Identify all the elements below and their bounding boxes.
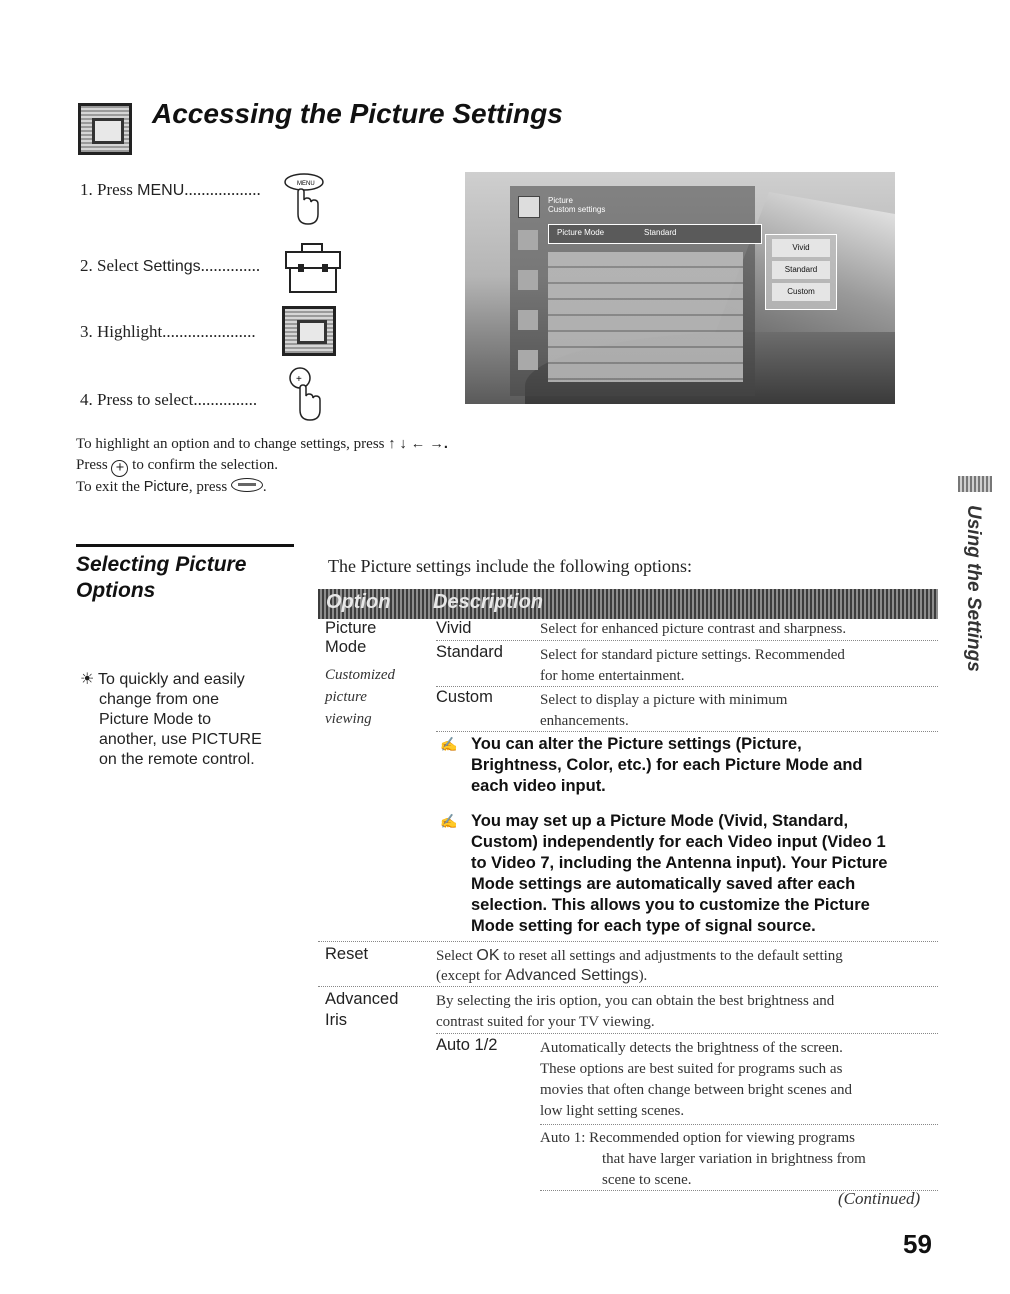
tv-menu-title: Picture [548, 196, 573, 205]
option-reset: Reset [325, 945, 369, 963]
page-title: Accessing the Picture Settings [152, 98, 563, 129]
desc-reset: Select OK to reset all settings and adjustments to the default setting (except for Advanced Settings). [436, 947, 843, 984]
tv-menu-popup: Vivid Standard Custom [765, 234, 837, 310]
option-advanced-iris: Advanced Iris [325, 990, 399, 1029]
step-1: 1. Press MENU.................. [80, 180, 261, 199]
step-4: 4. Press to select............... [80, 390, 258, 409]
lightbulb-icon: ☀ [80, 671, 95, 688]
table-header [318, 589, 938, 619]
tip-note: ☀ To quickly and easily change from one Picture Mode to another, use PICTURE on the remote control. [80, 671, 262, 768]
value-vivid: Vivid [436, 619, 472, 637]
toolbox-icon [282, 240, 344, 301]
tv-menu-screenshot [465, 172, 895, 404]
value-auto-1-2: Auto 1/2 [436, 1036, 498, 1054]
instruction-exit: To exit the Picture, press . [76, 479, 267, 495]
col-option: Option [326, 591, 391, 613]
section-rule [76, 544, 294, 547]
desc-custom: Select to display a picture with minimum enhancements. [540, 692, 788, 729]
step-2: 2. Select Settings.............. [80, 256, 261, 275]
instruction-navigate: To highlight an option and to change settings, press ↑ ↓ ← →. [76, 436, 448, 452]
continued-label: (Continued) [838, 1189, 921, 1208]
section-intro: The Picture settings include the following options: [328, 556, 692, 576]
svg-text:MENU: MENU [297, 181, 315, 187]
joystick-press-hand-icon [282, 366, 326, 431]
tv-menu-subtitle: Custom settings [548, 205, 606, 214]
note-independent-mode: ✍ You may set up a Picture Mode (Vivid, Standard, Custom) independently for each Video input (Video 1 to Video 7, including the Antenna input). Your Picture Mode settings are automatically saved after each selection. This allows you to customize the Picture Mode setting for each type of signal source. [440, 812, 888, 935]
settings-screen-icon [282, 306, 336, 356]
settings-screen-icon [78, 103, 132, 155]
note-pen-icon: ✍ [440, 736, 458, 752]
side-tab: Using the Settings [963, 505, 984, 672]
desc-auto-1: Auto 1: Recommended option for viewing programs that have larger variation in brightness from scene to scene. [540, 1130, 866, 1188]
arrow-keys-icon: ↑ ↓ ← →. [388, 436, 448, 452]
menu-button-icon [231, 478, 263, 492]
option-picture-mode-subtitle: Customized picture viewing [325, 667, 396, 727]
section-title: Selecting Picture Options [76, 553, 247, 602]
instruction-confirm: Press + to confirm the selection. [76, 457, 278, 476]
value-standard: Standard [436, 643, 503, 661]
desc-advanced-iris: By selecting the iris option, you can obtain the best brightness and contrast suited for your TV viewing. [436, 993, 835, 1030]
desc-auto-1-2: Automatically detects the brightness of the screen. These options are best suited for programs such as movies that often change between bright scenes and low light setting scenes. [540, 1040, 852, 1119]
col-description: Description [433, 591, 544, 613]
side-tab-marker [958, 476, 992, 492]
step-3: 3. Highlight...................... [80, 322, 256, 341]
tv-menu-picture-mode-row: Picture Mode Standard [548, 224, 762, 244]
value-custom: Custom [436, 688, 493, 706]
note-alter-settings: ✍ You can alter the Picture settings (Picture, Brightness, Color, etc.) for each Picture Mode and each video input. [440, 735, 863, 795]
svg-text:+: + [296, 374, 302, 385]
tv-menu-panel [510, 186, 755, 396]
confirm-button-icon: + [111, 460, 128, 477]
option-picture-mode: Picture Mode [325, 619, 377, 656]
page-number: 59 [903, 1229, 932, 1259]
menu-button-hand-icon [282, 172, 326, 235]
note-pen-icon: ✍ [440, 813, 458, 829]
desc-vivid: Select for enhanced picture contrast and sharpness. [540, 621, 847, 637]
desc-standard: Select for standard picture settings. Recommended for home entertainment. [540, 647, 845, 684]
